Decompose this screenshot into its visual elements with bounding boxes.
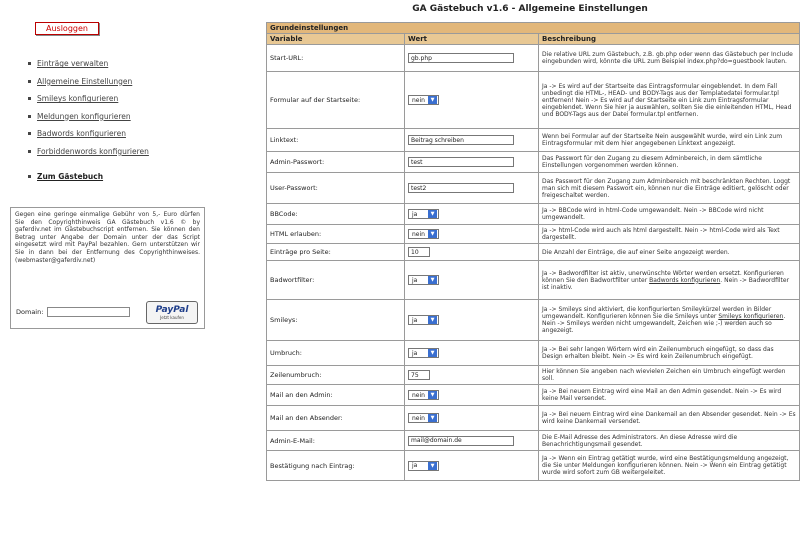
- chevron-down-icon[interactable]: ▼: [428, 316, 437, 324]
- select-value: ja: [412, 210, 418, 218]
- setting-value-cell: [405, 385, 539, 406]
- setting-input[interactable]: test: [408, 157, 514, 167]
- bullet-icon: [28, 132, 31, 135]
- logout-button[interactable]: Ausloggen: [35, 22, 99, 35]
- description-text: Ja -> Badwordfilter ist aktiv, unerwünschte Wörter werden ersetzt. Konfigurieren können Sie den Badwortfilter unter: [542, 269, 784, 284]
- setting-label: Mail an den Admin:: [267, 385, 405, 406]
- setting-description: Ja -> Bei neuem Eintrag wird eine Dankemail an den Absender gesendet. Nein -> Es wird keine Dankemail versendet.: [539, 406, 800, 431]
- page-title: GA Gästebuch v1.6 - Allgemeine Einstellungen: [412, 4, 648, 14]
- chevron-down-icon[interactable]: ▼: [428, 230, 437, 238]
- settings-table: [266, 22, 800, 481]
- setting-value-cell: [405, 406, 539, 431]
- bullet-icon: [28, 97, 31, 100]
- chevron-down-icon[interactable]: ▼: [428, 391, 437, 399]
- setting-label: Formular auf der Startseite:: [267, 72, 405, 129]
- nav-link[interactable]: Smileys konfigurieren: [37, 94, 119, 104]
- nav-link[interactable]: Badwords konfigurieren: [37, 129, 126, 139]
- setting-label: Umbruch:: [267, 341, 405, 366]
- setting-input[interactable]: gb.php: [408, 53, 514, 63]
- setting-value-cell: [405, 204, 539, 225]
- nav-link[interactable]: Einträge verwalten: [37, 59, 109, 69]
- select-value: nein: [412, 96, 425, 104]
- nav-item-badwords[interactable]: [28, 125, 149, 143]
- setting-description: Ja -> Es wird auf der Startseite das Eintragsformular eingeblendet. In dem Fall unbedingt die HTML-, HEAD- und BODY-Tags aus der Templatedatei formular.tpl entfernen! Nein -> Es wird auf der Startseite ein Link zum Eintragsformular eingeblendet. Wenn Sie hier ja auswählen, sollten Sie die einleitenden HTML, Head und BODY-Tags aus der Datei formular.tpl entfernen.: [539, 72, 800, 129]
- setting-description: Das Passwort für den Zugang zum Adminbereich mit beschränkten Rechten. Loggt man sich mit diesem Passwort ein, können nur die Einträge editiert, gelöscht oder freigeschaltet werden.: [539, 173, 800, 204]
- setting-description: Ja -> Bei neuem Eintrag wird eine Mail an den Admin gesendet. Nein -> Es wird keine Mail versendet.: [539, 385, 800, 406]
- setting-select[interactable]: [408, 348, 439, 358]
- nav-item-forbiddenwords[interactable]: [28, 143, 149, 161]
- setting-label: Zeilenumbruch:: [267, 366, 405, 385]
- column-header-row: [267, 34, 800, 45]
- table-row: [267, 366, 800, 385]
- donate-text: Gegen eine geringe einmalige Gebühr von 5,- Euro dürfen Sie den Copyrighthinweis GA Gästebuch v1.6 © by gaferdiv.net im Gästebuchscript entfernen. Sie können den Betrag unter Angabe der Domain unter der das Script eingesetzt wird mit PayPal bezahlen. Gern unterstützen wir Sie in dann bei der Entfernung des Copyrighthinweises. (webmaster@gaferdiv.net): [15, 211, 200, 264]
- setting-description: Ja -> BBCode wird in html-Code umgewandelt. Nein -> BBCode wird nicht umgewandelt.: [539, 204, 800, 225]
- setting-value-cell: [405, 45, 539, 72]
- select-value: nein: [412, 230, 425, 238]
- setting-description: Ja -> Wenn ein Eintrag getätigt wurde, wird eine Bestätigungsmeldung angezeigt, die Sie unter Meldungen konfigurieren können. Nein -> Wenn ein Eintrag getätigt wurde wird sofort zum GB weitergeleitet.: [539, 451, 800, 481]
- setting-label: Einträge pro Seite:: [267, 244, 405, 261]
- select-value: ja: [412, 316, 418, 324]
- setting-label: User-Passwort:: [267, 173, 405, 204]
- setting-select[interactable]: [408, 95, 439, 105]
- setting-description: Hier können Sie angeben nach wievielen Zeichen ein Umbruch eingefügt werden soll.: [539, 366, 800, 385]
- setting-description: Die Anzahl der Einträge, die auf einer Seite angezeigt werden.: [539, 244, 800, 261]
- setting-description: Die E-Mail Adresse des Administrators. An diese Adresse wird die Benachrichtigungsmail gesendet.: [539, 431, 800, 451]
- bullet-icon: [28, 62, 31, 65]
- nav-item-messages[interactable]: [28, 108, 149, 126]
- setting-label: Smileys:: [267, 300, 405, 341]
- setting-label: Admin-E-Mail:: [267, 431, 405, 451]
- setting-label: Linktext:: [267, 129, 405, 152]
- table-row: [267, 341, 800, 366]
- sidebar: [0, 0, 210, 560]
- setting-label: BBCode:: [267, 204, 405, 225]
- setting-value-cell: [405, 341, 539, 366]
- section-header-row: [267, 23, 800, 34]
- setting-label: Bestätigung nach Eintrag:: [267, 451, 405, 481]
- guestbook-home-item[interactable]: [28, 172, 103, 181]
- chevron-down-icon[interactable]: ▼: [428, 349, 437, 357]
- setting-value-cell: [405, 366, 539, 385]
- chevron-down-icon[interactable]: ▼: [428, 276, 437, 284]
- setting-value-cell: [405, 173, 539, 204]
- settings-rows: [267, 45, 800, 481]
- setting-value-cell: [405, 451, 539, 481]
- nav-item-entries[interactable]: [28, 55, 149, 73]
- description-link[interactable]: Badwords konfigurieren: [649, 276, 721, 284]
- setting-select[interactable]: [408, 315, 439, 325]
- bullet-icon: [28, 80, 31, 83]
- donate-box: [10, 207, 205, 329]
- table-row: [267, 225, 800, 244]
- setting-input[interactable]: 75: [408, 370, 430, 380]
- setting-description: [539, 300, 800, 341]
- setting-value-cell: [405, 225, 539, 244]
- nav-link[interactable]: Allgemeine Einstellungen: [37, 76, 133, 86]
- setting-input[interactable]: mail@domain.de: [408, 436, 514, 446]
- nav-item-smileys[interactable]: [28, 90, 149, 108]
- setting-select[interactable]: [408, 390, 439, 400]
- table-row: [267, 204, 800, 225]
- description-text: . Nein -> Smileys werden nicht umgewandelt, Zeichen wie ;-) werden auch so angezeigt.: [542, 313, 786, 334]
- setting-description: Die relative URL zum Gästebuch, z.B. gb.php oder wenn das Gästebuch per Include eingebunden wird, könnte die URL zum Beispiel index.php?do=guestbook lauten.: [539, 45, 800, 72]
- select-value: ja: [412, 349, 418, 357]
- table-row: [267, 244, 800, 261]
- setting-description: Ja -> Bei sehr langen Wörtern wird ein Zeilenumbruch eingefügt, so dass das Design erhalten bleibt. Nein -> Es wird kein Zeilenumbruch eingefügt.: [539, 341, 800, 366]
- description-text: Ja -> Smileys sind aktiviert, die konfigurierten Smileykürzel werden in Bilder umgewandelt. Konfigurieren können Sie die Smileys unter: [542, 306, 772, 320]
- setting-description: Wenn bei Formular auf der Startseite Nein ausgewählt wurde, wird ein Link zum Eintragsformular mit dem hier angegebenen Linktext angezeigt.: [539, 129, 800, 152]
- setting-value-cell: [405, 152, 539, 173]
- setting-description: [539, 261, 800, 300]
- setting-input[interactable]: Beitrag schreiben: [408, 135, 514, 145]
- setting-label: Start-URL:: [267, 45, 405, 72]
- description-link[interactable]: Smileys konfigurieren: [718, 313, 784, 320]
- table-row: [267, 431, 800, 451]
- setting-select[interactable]: [408, 229, 439, 239]
- paypal-subtitle: Jetzt kaufen: [160, 315, 184, 320]
- domain-input[interactable]: [47, 307, 130, 317]
- chevron-down-icon[interactable]: ▼: [428, 462, 437, 470]
- setting-label: Mail an den Absender:: [267, 406, 405, 431]
- table-row: [267, 300, 800, 341]
- table-row: [267, 72, 800, 129]
- setting-value-cell: [405, 431, 539, 451]
- section-title: Grundeinstellungen: [267, 23, 800, 34]
- setting-value-cell: [405, 261, 539, 300]
- setting-select[interactable]: [408, 209, 439, 219]
- table-row: [267, 129, 800, 152]
- setting-label: Badwortfilter:: [267, 261, 405, 300]
- setting-select[interactable]: [408, 275, 439, 285]
- table-row: [267, 385, 800, 406]
- paypal-button[interactable]: [146, 301, 198, 324]
- select-value: nein: [412, 391, 425, 399]
- description-text: . Nein -> Badwordfilter ist inaktiv.: [542, 276, 790, 291]
- setting-input[interactable]: 10: [408, 247, 430, 257]
- setting-label: Admin-Passwort:: [267, 152, 405, 173]
- setting-description: Das Passwort für den Zugang zu diesem Adminbereich, in dem sämtliche Einstellungen vorgenommen werden können.: [539, 152, 800, 173]
- column-header-description: Beschreibung: [539, 34, 800, 45]
- setting-value-cell: [405, 244, 539, 261]
- paypal-logo: PayPal: [155, 305, 189, 315]
- table-row: [267, 451, 800, 481]
- setting-value-cell: [405, 129, 539, 152]
- nav-item-general-settings[interactable]: [28, 73, 149, 91]
- table-row: [267, 152, 800, 173]
- setting-description: Ja -> html-Code wird auch als html dargestellt. Nein -> html-Code wird als Text dargestellt.: [539, 225, 800, 244]
- chevron-down-icon[interactable]: ▼: [428, 96, 437, 104]
- domain-row: [16, 307, 130, 317]
- setting-value-cell: [405, 72, 539, 129]
- setting-input[interactable]: test2: [408, 183, 514, 193]
- setting-select[interactable]: [408, 413, 439, 423]
- select-value: nein: [412, 414, 425, 422]
- column-header-value: Wert: [405, 34, 539, 45]
- table-row: [267, 45, 800, 72]
- select-value: ja: [412, 276, 418, 284]
- setting-select[interactable]: [408, 461, 439, 471]
- bullet-icon: [28, 115, 31, 118]
- table-row: [267, 406, 800, 431]
- guestbook-home-link[interactable]: Zum Gästebuch: [37, 172, 104, 181]
- table-row: [267, 261, 800, 300]
- admin-nav: [28, 55, 149, 160]
- chevron-down-icon[interactable]: ▼: [428, 210, 437, 218]
- chevron-down-icon[interactable]: ▼: [428, 414, 437, 422]
- setting-value-cell: [405, 300, 539, 341]
- nav-link[interactable]: Forbiddenwords konfigurieren: [37, 146, 149, 156]
- bullet-icon: [28, 150, 31, 153]
- nav-link[interactable]: Meldungen konfigurieren: [37, 111, 131, 121]
- domain-label: Domain:: [16, 308, 44, 316]
- select-value: ja: [412, 462, 418, 469]
- column-header-variable: Variable: [267, 34, 405, 45]
- table-row: [267, 173, 800, 204]
- settings-panel: [266, 22, 800, 481]
- setting-label: HTML erlauben:: [267, 225, 405, 244]
- bullet-icon: [28, 175, 31, 178]
